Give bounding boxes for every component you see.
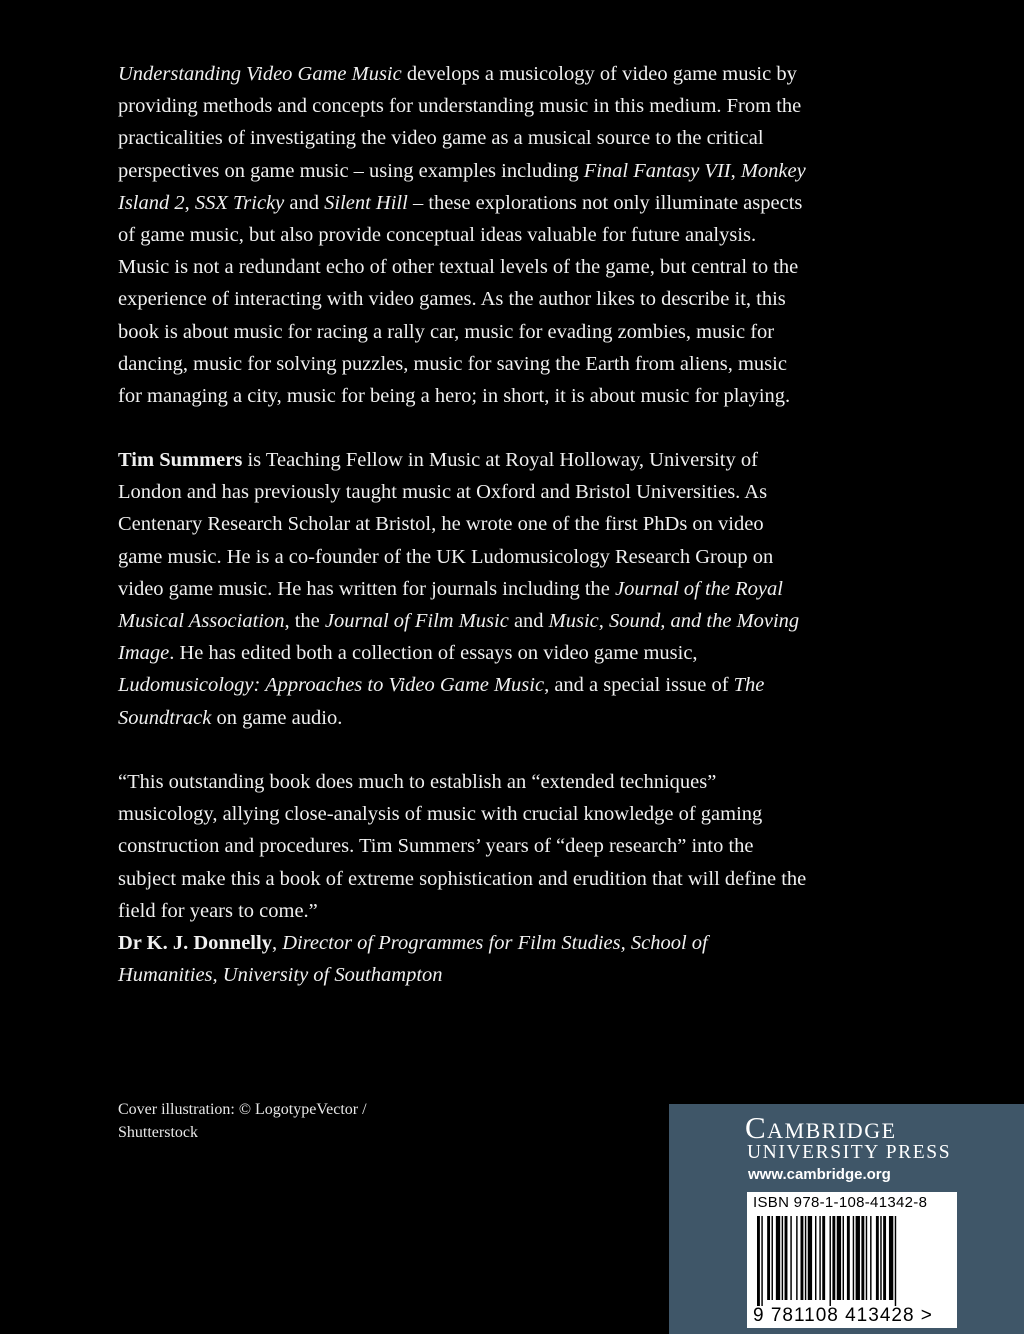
- barcode-bar: [790, 1216, 791, 1300]
- barcode-bar: [815, 1216, 816, 1300]
- journal-title: Journal of the Royal Musical Association: [118, 577, 783, 633]
- barcode-bars: [747, 1214, 957, 1306]
- endorser-name: Dr K. J. Donnelly: [118, 932, 272, 955]
- barcode-bar: [822, 1216, 825, 1300]
- barcode-bar: [772, 1216, 773, 1300]
- barcode-bar: [847, 1216, 850, 1300]
- journal-title: Music, Sound, and the Moving Image: [118, 610, 800, 665]
- barcode-bar: [856, 1216, 860, 1300]
- publisher-panel: [669, 1104, 1024, 1334]
- barcode-bar: [876, 1216, 879, 1300]
- barcode-bar: [819, 1216, 820, 1300]
- bio-text: is Teaching Fellow in Music at Royal Holloway, University of London and has previously taught music at Oxford and Bristol Universities. As Centenary Research Scholar at Bristol, he wrote one of the first PhDs on video game music. He is a co-founder of the UK Ludomusicology Research Group on video game music. He has written for journals including the: [118, 449, 774, 600]
- separator: ,: [184, 191, 195, 214]
- barcode-bar: [866, 1216, 867, 1300]
- isbn-label: ISBN 978-1-108-41342-8: [753, 1194, 928, 1211]
- barcode-bar: [757, 1216, 760, 1306]
- description-text: – these explorations not only illuminate aspects of game music, but also provide conceptual ideas valuable for future analysis. Music is not a redundant echo of other textual levels of the game, but central to the experience of interacting with video games. As the author likes to describe it, this book is about music for racing a rally car, music for evading zombies, music for dancing, music for solving puzzles, music for saving the Earth from aliens, music for managing a city, music for being a hero; in short, it is about music for playing.: [118, 191, 803, 408]
- barcode-bar: [776, 1216, 780, 1300]
- barcode-bar: [832, 1216, 835, 1300]
- game-title: Silent Hill: [324, 191, 408, 214]
- credit-line: Cover illustration: © LogotypeVector /: [118, 1101, 367, 1118]
- barcode-bar: [837, 1216, 841, 1300]
- barcode-bar: [761, 1216, 762, 1306]
- game-title: Monkey Island 2: [118, 159, 806, 214]
- barcode-bar: [883, 1216, 886, 1300]
- barcode-bar: [853, 1216, 854, 1300]
- bio-paragraph: [118, 444, 808, 734]
- separator: ,: [271, 932, 283, 955]
- separator: and: [284, 191, 325, 214]
- publisher-subtitle: UNIVERSITY PRESS: [747, 1142, 952, 1163]
- publisher-url: www.cambridge.org: [748, 1166, 891, 1183]
- author-bio: [118, 444, 808, 734]
- cover-credit: [118, 1098, 408, 1144]
- barcode-bar: [805, 1216, 806, 1300]
- description-paragraph: [118, 58, 808, 412]
- publisher-logo-name: Cambridge: [745, 1110, 897, 1145]
- barcode-bar: [861, 1216, 864, 1300]
- barcode-bar: [796, 1216, 797, 1300]
- bio-text: , and a special issue of: [544, 674, 734, 697]
- barcode-bar: [785, 1216, 788, 1300]
- barcode-bar: [782, 1216, 783, 1300]
- book-description: [118, 58, 808, 412]
- game-title: SSX Tricky: [194, 191, 285, 214]
- bio-text: on game audio.: [211, 706, 343, 729]
- collection-title: Ludomusicology: Approaches to Video Game Music: [118, 674, 545, 697]
- barcode-bar: [808, 1216, 812, 1300]
- credit-line: Shutterstock: [118, 1124, 198, 1141]
- author-name: Tim Summers: [118, 449, 243, 471]
- journal-title: Journal of Film Music: [324, 610, 509, 633]
- barcode-bar: [880, 1216, 881, 1300]
- description-text: develops a musicology of video game music by providing methods and concepts for understanding music in this medium. From the practicalities of investigating the video game as a musical source to the critical perspectives on game music – using examples including: [118, 63, 802, 182]
- barcode-bar: [843, 1216, 844, 1300]
- barcode-bar: [870, 1216, 871, 1300]
- barcode-number: 9 781108 413428 >: [753, 1305, 933, 1326]
- barcode-bar: [895, 1216, 896, 1306]
- endorsement-attribution: [118, 927, 808, 991]
- barcode-bar: [767, 1216, 770, 1300]
- bio-text: and: [508, 610, 549, 633]
- barcode-bar: [801, 1216, 804, 1300]
- bio-text: . He has edited both a collection of essays on video game music,: [169, 642, 698, 665]
- endorser-affiliation: Director of Programmes for Film Studies, School of Humanities, University of Southampton: [118, 932, 708, 987]
- barcode-bar: [889, 1216, 893, 1300]
- bio-text: , the: [284, 610, 325, 633]
- separator: ,: [730, 159, 741, 182]
- book-title: Understanding Video Game Music: [118, 63, 402, 85]
- endorsement-quote: “This outstanding book does much to establish an “extended techniques” musicology, allying close-analysis of music with crucial knowledge of gaming construction and procedures. Tim Summers’ years of “deep research” into the subject make this a book of extreme sophistication and erudition that will define the field for years to come.”: [118, 771, 807, 922]
- journal-title: The Soundtrack: [118, 674, 765, 729]
- isbn-barcode: [747, 1192, 957, 1328]
- endorsement: [118, 766, 808, 991]
- barcode-bar: [830, 1216, 831, 1306]
- game-title: Final Fantasy VII: [583, 159, 731, 182]
